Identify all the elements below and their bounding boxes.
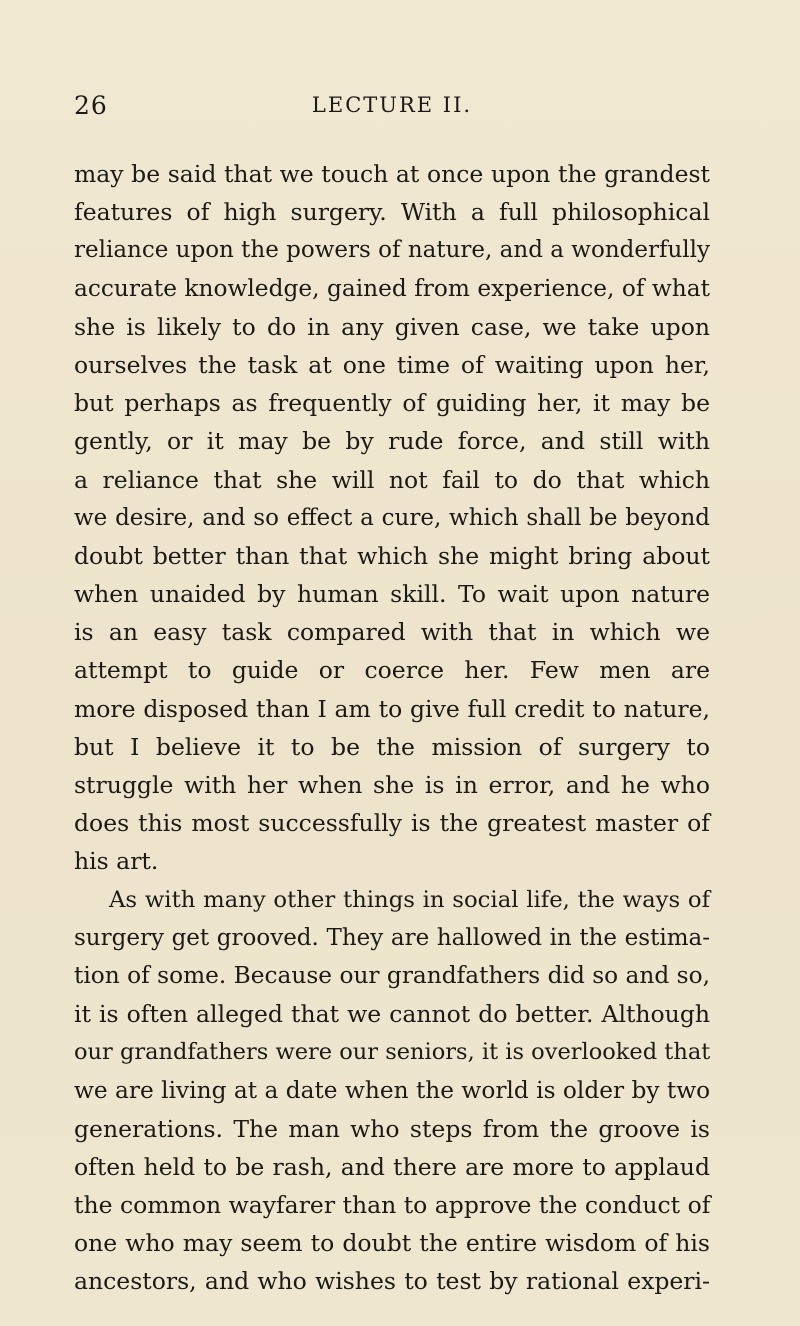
page-number: 26 (74, 91, 108, 120)
text-line: it is often alleged that we cannot do better. Although (74, 1000, 710, 1029)
text-line: we desire, and so effect a cure, which shall be beyond (74, 504, 710, 531)
paragraph-first-line: As with many other things in social life, the ways of (109, 886, 710, 913)
text-line: surgery get grooved. They are hallowed in the estima- (74, 924, 710, 951)
text-line: struggle with her when she is in error, and he who (74, 771, 710, 799)
text-line: often held to be rash, and there are more to applaud (74, 1152, 710, 1181)
body-text (74, 155, 710, 1301)
text-line: a reliance that she will not fail to do that which (74, 465, 710, 494)
text-line: we are living at a date when the world is older by two (74, 1076, 711, 1104)
text-line: ancestors, and who wishes to test by rational experi- (74, 1267, 710, 1296)
text-line: accurate knowledge, gained from experience, of what (74, 274, 710, 302)
text-line: attempt to guide or coerce her. Few men are (74, 656, 710, 685)
text-line: the common wayfarer than to approve the conduct of (74, 1191, 711, 1220)
text-line: may be said that we touch at once upon the grandest (74, 160, 710, 188)
text-line: does this most successfully is the greatest master of (74, 809, 710, 838)
running-head (74, 91, 710, 127)
running-title: LECTURE II. (311, 93, 473, 117)
text-line: more disposed than I am to give full credit to nature, (74, 694, 710, 723)
text-line: is an easy task compared with that in which we (74, 618, 710, 647)
text-line: but perhaps as frequently of guiding her, it may be (74, 389, 710, 418)
text-line: but I believe it to be the mission of surgery to (74, 732, 710, 761)
text-line: features of high surgery. With a full philosophical (74, 198, 710, 227)
text-line: our grandfathers were our seniors, it is overlooked that (74, 1039, 711, 1066)
text-line: generations. The man who steps from the groove is (74, 1114, 710, 1143)
text-line: when unaided by human skill. To wait upon nature (74, 580, 710, 609)
text-line: ourselves the task at one time of waiting upon her, (74, 350, 710, 379)
text-line: one who may seem to doubt the entire wisdom of his (74, 1229, 710, 1258)
paragraph-end-line: his art. (74, 847, 159, 876)
text-line: doubt better than that which she might bring about (74, 541, 710, 570)
text-line: gently, or it may be by rude force, and still with (74, 427, 710, 456)
text-line: tion of some. Because our grandfathers did so and so, (74, 961, 710, 989)
text-line: she is likely to do in any given case, we take upon (74, 312, 710, 341)
text-line: reliance upon the powers of nature, and a wonderfully (74, 237, 710, 264)
